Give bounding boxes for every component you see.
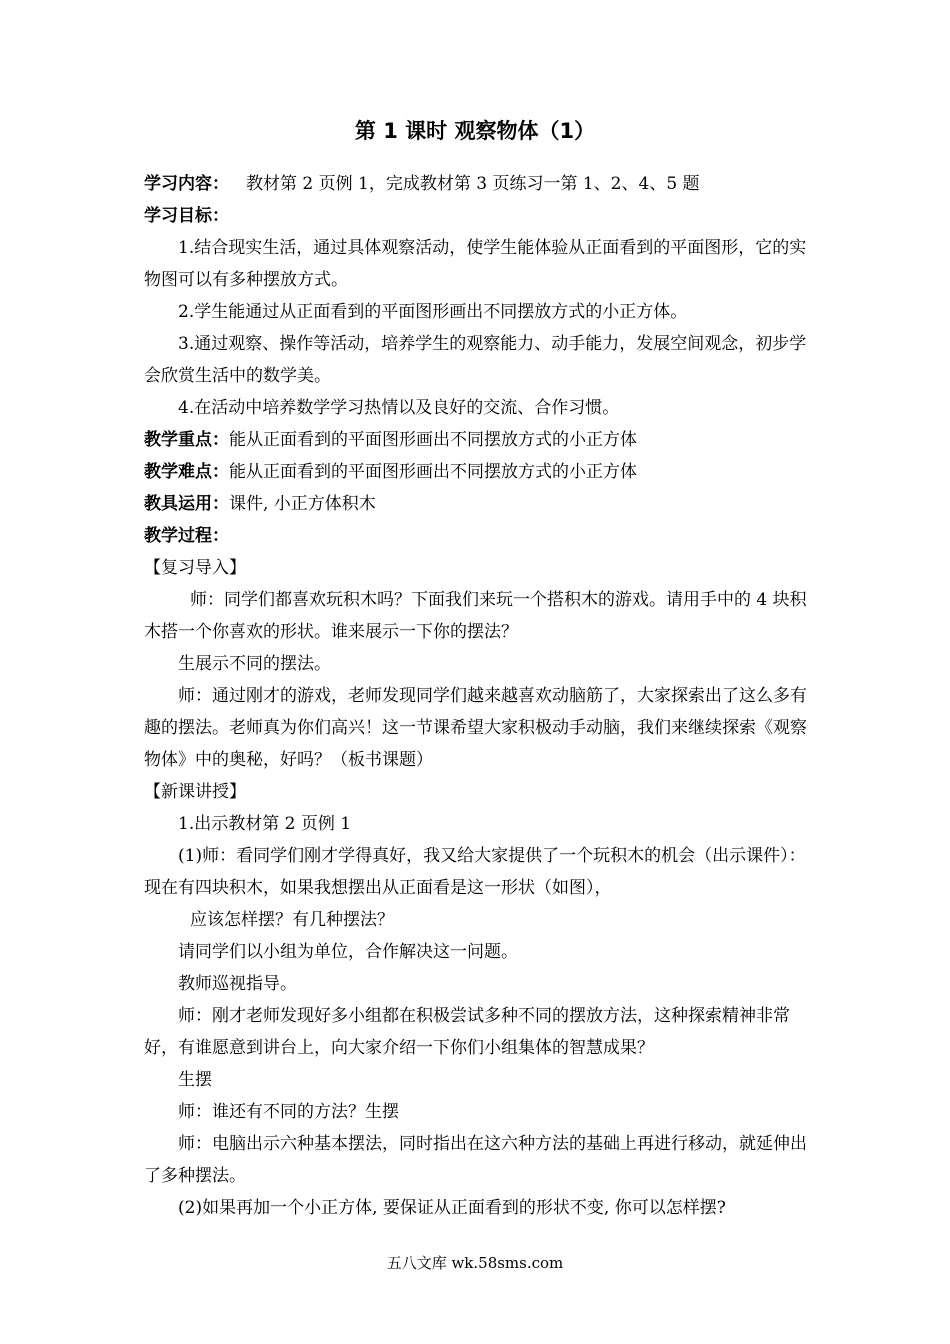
review-paragraph-1: 师：同学们都喜欢玩积木吗？下面我们来玩一个搭积木的游戏。请用手中的 4 块积木搭一个你喜欢的形状。谁来展示一下你的摆法？ bbox=[144, 590, 807, 642]
difficulty-text: 能从正面看到的平面图形画出不同摆放方式的小正方体 bbox=[229, 462, 637, 482]
tools-line bbox=[144, 488, 814, 520]
key-point-text: 能从正面看到的平面图形画出不同摆放方式的小正方体 bbox=[229, 430, 637, 450]
tools-label: 教具运用： bbox=[144, 494, 229, 514]
goals-label: 学习目标： bbox=[144, 206, 229, 226]
process-label: 教学过程： bbox=[144, 526, 229, 546]
new-paragraph-1: 1.出示教材第 2 页例 1 bbox=[178, 814, 352, 834]
new-paragraph-10: (2)如果再加一个小正方体, 要保证从正面看到的形状不变, 你可以怎样摆? bbox=[178, 1198, 726, 1218]
content-text: 教材第 2 页例 1，完成教材第 3 页练习一第 1、2、4、5 题 bbox=[246, 174, 700, 194]
review-heading: 【复习导入】 bbox=[144, 558, 246, 578]
page-footer: 五八文库 wk.58sms.com bbox=[386, 1254, 564, 1272]
content-label: 学习内容： bbox=[144, 174, 229, 194]
goal-item-2: 2.学生能通过从正面看到的平面图形画出不同摆放方式的小正方体。 bbox=[178, 302, 688, 322]
review-paragraph-3: 师：通过刚才的游戏，老师发现同学们越来越喜欢动脑筋了，大家探索出了这么多有趣的摆法。老师真为你们高兴！这一节课希望大家积极动手动脑，我们来继续探索《观察物体》中的奥秘，好吗？（板书课题） bbox=[144, 686, 807, 770]
difficulty-line bbox=[144, 456, 814, 488]
page-title: 第 1 课时 观察物体（1） bbox=[354, 119, 596, 143]
new-paragraph-3: 应该怎样摆？有几种摆法？ bbox=[190, 910, 394, 930]
key-point-line bbox=[144, 424, 814, 456]
difficulty-label: 教学难点： bbox=[144, 462, 229, 482]
key-point-label: 教学重点： bbox=[144, 430, 229, 450]
new-paragraph-7: 生摆 bbox=[178, 1070, 212, 1090]
goal-item-4: 4.在活动中培养数学学习热情以及良好的交流、合作习惯。 bbox=[178, 398, 620, 418]
new-paragraph-8: 师：谁还有不同的方法？生摆 bbox=[178, 1102, 399, 1122]
goal-item-3: 3.通过观察、操作等活动，培养学生的观察能力、动手能力，发展空间观念，初步学会欣赏生活中的数学美。 bbox=[144, 334, 807, 386]
new-lesson-heading: 【新课讲授】 bbox=[144, 782, 246, 802]
tools-text: 课件, 小正方体积木 bbox=[229, 494, 376, 514]
document-body bbox=[144, 168, 814, 1224]
new-paragraph-5: 教师巡视指导。 bbox=[178, 974, 297, 994]
new-paragraph-4: 请同学们以小组为单位，合作解决这一问题。 bbox=[178, 942, 518, 962]
goal-item-1: 1.结合现实生活，通过具体观察活动，使学生能体验从正面看到的平面图形，它的实物图可以有多种摆放方式。 bbox=[144, 238, 807, 290]
new-paragraph-6: 师：刚才老师发现好多小组都在积极尝试多种不同的摆放方法，这种探索精神非常好，有谁愿意到讲台上，向大家介绍一下你们小组集体的智慧成果？ bbox=[144, 1006, 790, 1058]
new-paragraph-2: (1)师：看同学们刚才学得真好，我又给大家提供了一个玩积木的机会（出示课件）：现在有四块积木，如果我想摆出从正面看是这一形状（如图）， bbox=[144, 846, 806, 898]
content-line bbox=[144, 168, 814, 200]
new-paragraph-9: 师：电脑出示六种基本摆法，同时指出在这六种方法的基础上再进行移动，就延伸出了多种摆法。 bbox=[144, 1134, 807, 1186]
review-paragraph-2: 生展示不同的摆法。 bbox=[178, 654, 331, 674]
